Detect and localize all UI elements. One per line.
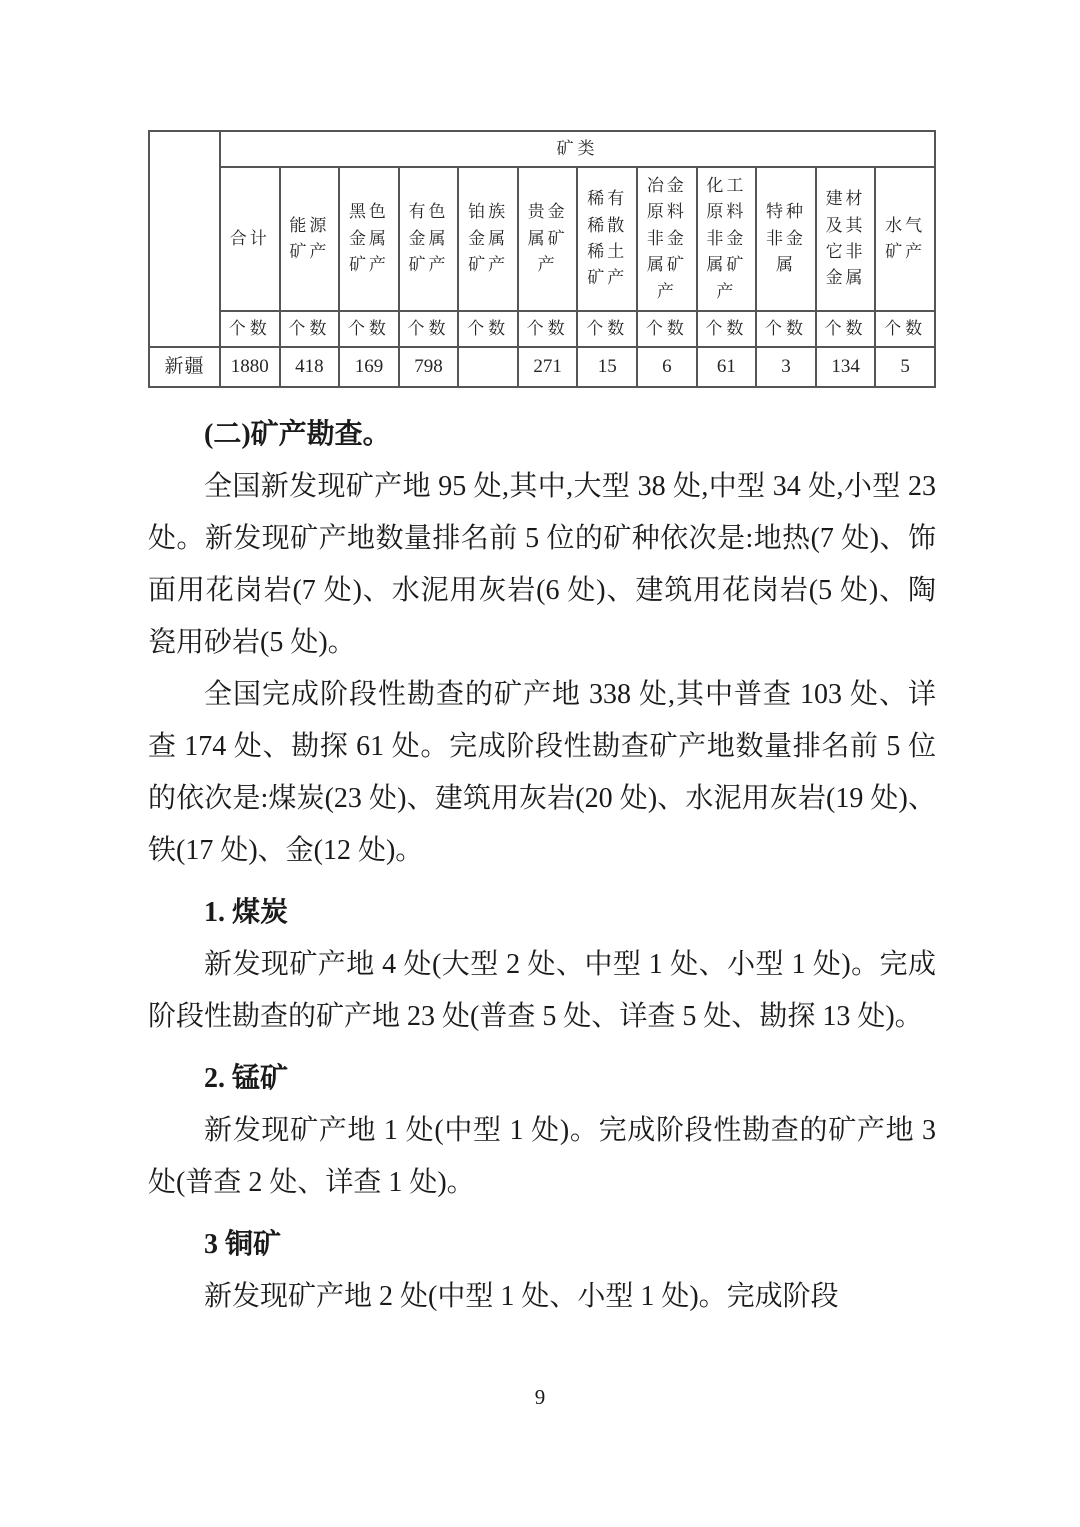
table-unit-cell: 个数 xyxy=(816,311,876,347)
table-value-cell: 5 xyxy=(875,347,935,387)
paragraph-coal: 新发现矿产地 4 处(大型 2 处、中型 1 处、小型 1 处)。完成阶段性勘查的矿产地 23 处(普查 5 处、详查 5 处、勘探 13 处)。 xyxy=(148,949,936,1032)
table-unit-cell: 个数 xyxy=(697,311,757,347)
table-column-header: 建材及其它非金属 xyxy=(816,167,876,311)
table-corner-cell xyxy=(149,131,220,347)
table-row-unit-labels xyxy=(149,311,935,347)
table-unit-cell: 个数 xyxy=(577,311,637,347)
table-group-header: 矿类 xyxy=(220,131,935,167)
table-value-cell: 169 xyxy=(339,347,399,387)
paragraph-copper: 新发现矿产地 2 处(中型 1 处、小型 1 处)。完成阶段 xyxy=(204,1281,839,1312)
table-column-header: 有色金属矿产 xyxy=(399,167,459,311)
paragraph-completed-exploration: 全国完成阶段性勘查的矿产地 338 处,其中普查 103 处、详查 174 处、勘探 61 处。完成阶段性勘查矿产地数量排名前 5 位的依次是:煤炭(23 处)、建筑用灰岩(20 处)、水泥用灰岩(19 处)、铁(17 处)、金(12 处)。 xyxy=(148,679,936,866)
table-column-header: 能源矿产 xyxy=(280,167,340,311)
table-row-label: 新疆 xyxy=(149,347,220,387)
paragraph-manganese: 新发现矿产地 1 处(中型 1 处)。完成阶段性勘查的矿产地 3 处(普查 2 处、详查 1 处)。 xyxy=(148,1115,936,1198)
mineral-statistics-table xyxy=(148,130,936,388)
table-value-cell: 271 xyxy=(518,347,578,387)
table-value-cell xyxy=(458,347,518,387)
table-unit-cell: 个数 xyxy=(339,311,399,347)
section-heading: (二)矿产勘查。 xyxy=(204,419,391,450)
table-value-cell: 1880 xyxy=(220,347,280,387)
paragraph-new-discoveries: 全国新发现矿产地 95 处,其中,大型 38 处,中型 34 处,小型 23 处。新发现矿产地数量排名前 5 位的矿种依次是:地热(7 处)、饰面用花岗岩(7 处)、水泥用灰岩(6 处)、建筑用花岗岩(5 处)、陶瓷用砂岩(5 处)。 xyxy=(148,471,936,658)
table-value-cell: 61 xyxy=(697,347,757,387)
table-row-xinjiang xyxy=(149,347,935,387)
subheading-coal: 1. 煤炭 xyxy=(204,897,289,928)
subheading-copper: 3 铜矿 xyxy=(204,1229,282,1260)
table-value-cell: 15 xyxy=(577,347,637,387)
page-content xyxy=(148,130,936,1323)
table-unit-cell: 个数 xyxy=(875,311,935,347)
table-value-cell: 134 xyxy=(816,347,876,387)
table-unit-cell: 个数 xyxy=(220,311,280,347)
document-body xyxy=(148,409,936,1323)
table-column-header: 水气矿产 xyxy=(875,167,935,311)
page-number: 9 xyxy=(534,1385,546,1409)
table-row-group-header xyxy=(149,131,935,167)
table-column-header: 冶金原料非金属矿产 xyxy=(637,167,697,311)
table-column-header: 稀有稀散稀土矿产 xyxy=(577,167,637,311)
table-column-header: 特种非金属 xyxy=(756,167,816,311)
table-column-header: 化工原料非金属矿产 xyxy=(697,167,757,311)
table-unit-cell: 个数 xyxy=(756,311,816,347)
table-value-cell: 3 xyxy=(756,347,816,387)
table-unit-cell: 个数 xyxy=(518,311,578,347)
table-column-header: 贵金属矿产 xyxy=(518,167,578,311)
table-unit-cell: 个数 xyxy=(458,311,518,347)
table-unit-cell: 个数 xyxy=(280,311,340,347)
subheading-manganese: 2. 锰矿 xyxy=(204,1063,289,1094)
table-column-header: 铂族金属矿产 xyxy=(458,167,518,311)
table-row-column-headers xyxy=(149,167,935,311)
table-unit-cell: 个数 xyxy=(399,311,459,347)
table-column-header: 黑色金属矿产 xyxy=(339,167,399,311)
table-value-cell: 798 xyxy=(399,347,459,387)
table-column-header: 合计 xyxy=(220,167,280,311)
table-unit-cell: 个数 xyxy=(637,311,697,347)
table-value-cell: 418 xyxy=(280,347,340,387)
table-value-cell: 6 xyxy=(637,347,697,387)
